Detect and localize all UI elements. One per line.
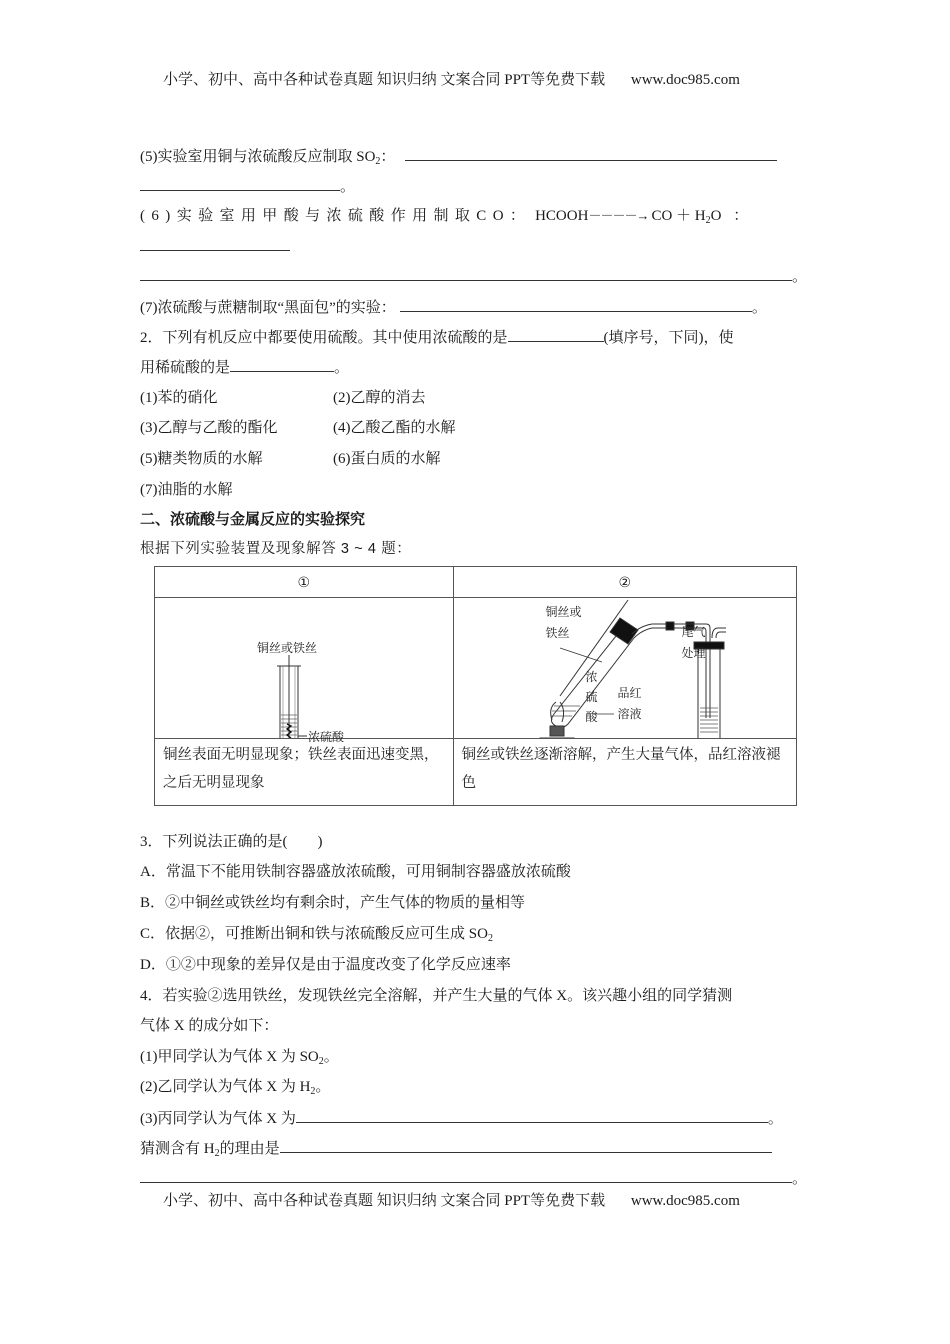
table-figure-row	[155, 598, 797, 739]
answer-blank[interactable]	[296, 1108, 768, 1123]
solution-label-2: 溶液	[617, 707, 642, 721]
observation-1: 铜丝表面无明显现象；铁丝表面迅速变黑，之后无明显现象	[155, 739, 454, 806]
observation-2: 铜丝或铁丝逐渐溶解，产生大量气体，品红溶液褪色	[453, 739, 797, 806]
tail-gas-label-1: 尾气	[681, 625, 706, 639]
equation-reactant: HCOOH	[535, 208, 589, 224]
q2-option-2: (2)乙醇的消去	[333, 390, 426, 406]
wire-label-line2: 铁丝	[545, 626, 570, 640]
reason-text-cont: 的理由是	[219, 1141, 280, 1157]
header-experiment-1: ①	[155, 567, 454, 598]
test-tube-figure-icon	[155, 598, 452, 738]
answer-blank[interactable]	[400, 297, 752, 312]
subscript: 2	[310, 1086, 316, 1097]
q4-reason-cont	[140, 1168, 807, 1189]
period: 。	[792, 1171, 808, 1187]
solution-label-1: 品红	[617, 686, 642, 700]
q3-option-d: D．①②中现象的差异仅是由于温度改变了化学反应速率	[140, 957, 511, 973]
subscript: 2	[487, 933, 493, 944]
answer-blank[interactable]	[280, 1138, 772, 1153]
answer-blank[interactable]	[140, 236, 290, 251]
answer-blank[interactable]	[230, 357, 334, 372]
header-banner	[163, 70, 740, 90]
q3-option-a: A．常温下不能用铁制容器盛放浓硫酸，可用铜制容器盛放浓硫酸	[140, 864, 571, 880]
reaction-arrow: －－－－→	[588, 208, 649, 223]
footer-banner	[163, 1191, 740, 1211]
period: 。	[315, 1079, 331, 1095]
period: 。	[751, 300, 767, 316]
q1-item6	[140, 206, 752, 231]
q4-item2	[140, 1077, 330, 1102]
figure-2-cell	[453, 598, 797, 739]
q2-stem-line2	[140, 357, 349, 378]
acid-label-1: 浓	[585, 670, 598, 684]
q2-stem-cont: 用稀硫酸的是	[140, 360, 231, 376]
figure-1-cell	[155, 598, 454, 744]
q2-option-3: (3)乙醇与乙酸的酯化	[140, 420, 278, 436]
acid-label-2: 硫	[585, 690, 598, 704]
experiment-table	[154, 566, 797, 806]
q4-item1	[140, 1047, 339, 1072]
acid-label-3: 酸	[585, 710, 598, 724]
q2-option-6: (6)蛋白质的水解	[333, 451, 441, 467]
table-observation-row	[155, 739, 797, 806]
wire-label-line1: 铜丝或	[545, 605, 582, 619]
wire-label: 铜丝或铁丝	[257, 641, 318, 655]
q3-option-b: B．②中铜丝或铁丝均有剩余时，产生气体的物质的量相等	[140, 895, 526, 911]
q1-item6-blank2	[140, 266, 807, 287]
answer-blank[interactable]	[405, 146, 777, 161]
answer-blank[interactable]	[508, 327, 604, 342]
answer-blank[interactable]	[140, 1168, 792, 1183]
q2-option-4: (4)乙酸乙酯的水解	[333, 420, 456, 436]
subscript: 2	[318, 1056, 324, 1067]
q1-item6-blank1	[140, 236, 290, 257]
tail-gas-label-2: 处理	[681, 646, 706, 660]
section2-title: 二、浓硫酸与金属反应的实验探究	[140, 511, 366, 528]
q4-item3	[140, 1108, 783, 1129]
header-experiment-2: ②	[453, 567, 797, 598]
q2-stem-line1	[140, 327, 734, 348]
subscript: 2	[705, 215, 711, 226]
item3-text: (3)丙同学认为气体 X 为	[140, 1111, 296, 1127]
reason-text: 猜测含有 H	[140, 1141, 215, 1157]
section2-intro: 根据下列实验装置及现象解答 3 ~ 4 题：	[140, 541, 412, 557]
footer-site: www.doc985.com	[630, 1193, 740, 1209]
answer-blank[interactable]	[140, 176, 340, 191]
header-site: www.doc985.com	[630, 72, 740, 88]
q2-stem: 2．下列有机反应中都要使用硫酸。其中使用浓硫酸的是	[140, 330, 508, 346]
period: 。	[767, 1111, 783, 1127]
subscript: 2	[375, 156, 381, 167]
period: 。	[792, 269, 808, 285]
header-banner-text: 小学、初中、高中各种试卷真题 知识归纳 文案合同 PPT等免费下载	[163, 72, 606, 88]
item5-colon: ：	[380, 149, 396, 165]
item7-label: (7)浓硫酸与蔗糖制取“黑面包”的实验：	[140, 300, 396, 316]
item6-label: (6)实验室用甲酸与浓硫酸作用制取CO：	[140, 208, 532, 224]
q2-option-5: (5)糖类物质的水解	[140, 451, 263, 467]
q3-stem: 3．下列说法正确的是( )	[140, 834, 323, 850]
answer-blank[interactable]	[140, 266, 792, 281]
item5-label: (5)实验室用铜与浓硫酸反应制取 SO	[140, 149, 376, 165]
period: 。	[334, 360, 350, 376]
q2-stem-mid: (填序号，下同)，使	[603, 330, 734, 346]
item2-text: (2)乙同学认为气体 X 为 H	[140, 1079, 311, 1095]
q1-item7	[140, 297, 767, 318]
subscript: 2	[214, 1148, 220, 1159]
q4-reason	[140, 1138, 772, 1164]
equation-product: CO ＋ H	[651, 208, 706, 224]
q2-option-7: (7)油脂的水解	[140, 482, 233, 498]
period: 。	[340, 179, 356, 195]
q1-item5-cont	[140, 176, 355, 197]
equation-tail: O ：	[710, 208, 753, 224]
footer-banner-text: 小学、初中、高中各种试卷真题 知识归纳 文案合同 PPT等免费下载	[163, 1193, 606, 1209]
q4-stem-line2: 气体 X 的成分如下：	[140, 1018, 279, 1034]
period: 。	[323, 1049, 339, 1065]
q4-stem-line1: 4．若实验②选用铁丝，发现铁丝完全溶解，并产生大量的气体 X。该兴趣小组的同学猜测	[140, 988, 733, 1004]
item1-text: (1)甲同学认为气体 X 为 SO	[140, 1049, 319, 1065]
acid-label: 浓硫酸	[308, 730, 345, 744]
q2-option-1: (1)苯的硝化	[140, 390, 218, 406]
table-header-row	[155, 567, 797, 598]
q3-option-c	[140, 924, 493, 949]
option-c-text: C．依据②，可推断出铜和铁与浓硫酸反应可生成 SO	[140, 926, 488, 942]
q1-item5	[140, 146, 777, 172]
